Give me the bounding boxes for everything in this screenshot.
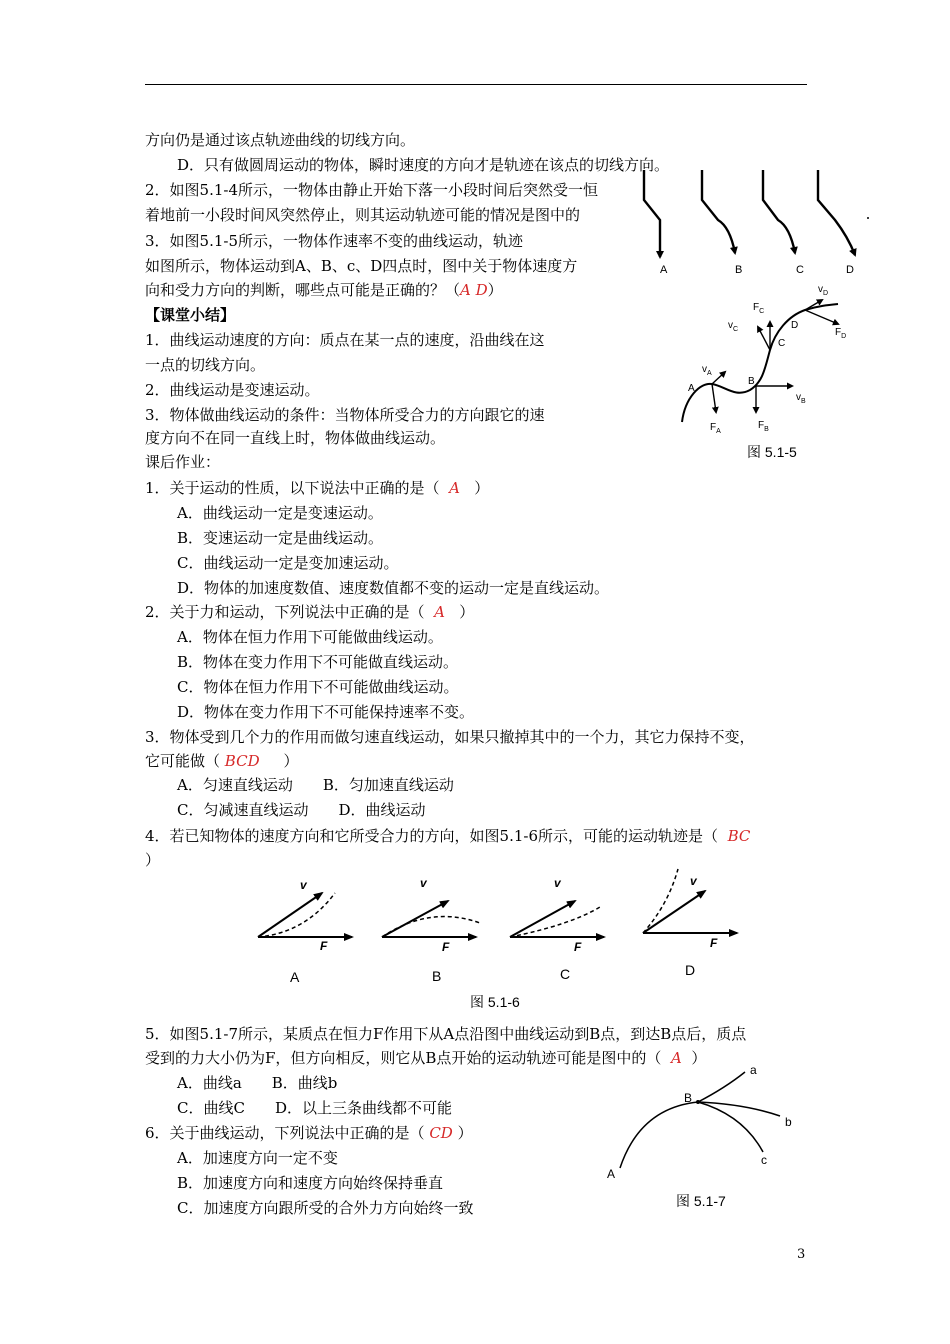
answer: A D xyxy=(460,281,488,299)
svg-text:vA xyxy=(702,364,712,377)
label-f: F xyxy=(710,936,718,950)
panel-a xyxy=(258,878,352,985)
option-c: C．曲线运动一定是变加速运动。 xyxy=(177,554,399,572)
label-f: F xyxy=(753,302,760,313)
label-v: v xyxy=(554,876,561,890)
label-sub: D xyxy=(841,333,847,340)
label-d: D xyxy=(791,320,799,331)
question-3: 3．如图5.1-5所示，一物体作速率不变的曲线运动，轨迹 xyxy=(145,232,524,250)
label-sub: C xyxy=(733,326,739,333)
label-sub: B xyxy=(801,398,806,405)
label-sub: C xyxy=(759,308,765,315)
svg-text:vC xyxy=(728,320,738,333)
q3-text: 向和受力方向的判断，哪些点可能是正确的？（ xyxy=(145,281,461,299)
figure-5-1-7 xyxy=(595,1060,805,1185)
label-sub: A xyxy=(707,370,712,377)
label-f: F xyxy=(320,939,328,953)
hw-question-6 xyxy=(145,1123,473,1143)
q-text: 1．关于运动的性质，以下说法中正确的是（ xyxy=(145,479,440,497)
answer: BCD xyxy=(224,752,260,770)
label-curve-a: a xyxy=(750,1063,757,1077)
label-sub: A xyxy=(716,428,721,435)
text-line: 方向仍是通过该点轨迹曲线的切线方向。 xyxy=(145,131,416,149)
label-v: v xyxy=(690,874,697,888)
paren: ） xyxy=(691,1049,707,1067)
panel-c xyxy=(510,876,604,982)
trajectory-d xyxy=(818,170,855,255)
label-f: F xyxy=(442,940,450,954)
paren: ） xyxy=(487,281,503,299)
label-curve-b: b xyxy=(785,1115,792,1129)
option-c: C．物体在恒力作用下不可能做曲线运动。 xyxy=(177,678,459,696)
label-v: v xyxy=(420,876,427,890)
figure-5-1-5 xyxy=(670,280,860,440)
label-b: B xyxy=(735,264,743,276)
hw-question-1 xyxy=(145,478,489,498)
question-2: 2．如图5.1-4所示，一物体由静止开始下落一小段时间后突然受一恒 xyxy=(145,181,599,199)
q-text: 6．关于曲线运动，下列说法中正确的是（ xyxy=(145,1124,425,1142)
figure-caption: 图 5.1-6 xyxy=(470,994,520,1010)
label-v: v xyxy=(796,392,801,403)
options-ab: A．曲线a B．曲线b xyxy=(177,1074,338,1092)
question-3-end xyxy=(145,280,503,300)
section-heading: 【课堂小结】 xyxy=(145,306,236,324)
option-b: B．物体在变力作用下不可能做直线运动。 xyxy=(177,653,459,671)
options-cd: C．曲线C D．以上三条曲线都不可能 xyxy=(177,1099,452,1117)
hw-question-5: 5．如图5.1-7所示，某质点在恒力F作用下从A点沿图中曲线运动到B点，到达B点后，质点 xyxy=(145,1025,747,1043)
svg-text:FA xyxy=(710,422,721,435)
svg-text:FC xyxy=(753,302,764,315)
q-text: 4．若已知物体的速度方向和它所受合力的方向，如图5.1-6所示，可能的运动轨迹是（ xyxy=(145,827,719,845)
paren: ） xyxy=(145,851,161,869)
option-a: A．物体在恒力作用下可能做曲线运动。 xyxy=(177,628,443,646)
summary-3: 3．物体做曲线运动的条件：当物体所受合力的方向跟它的速 xyxy=(145,406,545,424)
answer: CD xyxy=(429,1124,453,1142)
figure-caption: 图 5.1-5 xyxy=(747,444,797,460)
option-b: B．加速度方向和速度方向始终保持垂直 xyxy=(177,1174,444,1192)
label-a-point: A xyxy=(607,1167,616,1181)
options-ab: A．匀速直线运动 B．匀加速直线运动 xyxy=(177,776,454,794)
paren: ） xyxy=(459,603,475,621)
figure-5-1-4 xyxy=(630,165,875,285)
summary-2: 2．曲线运动是变速运动。 xyxy=(145,381,320,399)
label-f: F xyxy=(758,420,765,431)
label-a: A xyxy=(688,383,695,394)
trajectory-b xyxy=(702,170,735,253)
question-2-cont: 着地前一小段时间风突然停止，则其运动轨迹可能的情况是图中的 xyxy=(145,206,581,224)
hw-question-3-cont xyxy=(145,751,298,771)
option-a: A．曲线运动一定是变速运动。 xyxy=(177,504,383,522)
label-c: C xyxy=(560,966,571,982)
label-b: B xyxy=(432,968,442,984)
curve-b xyxy=(698,1102,780,1116)
curve-a xyxy=(698,1072,745,1102)
page-number: 3 xyxy=(797,1247,806,1262)
panel-d xyxy=(643,869,737,978)
answer: A xyxy=(670,1049,682,1067)
option-d: D．物体的加速度数值、速度数值都不变的运动一定是直线运动。 xyxy=(177,579,610,597)
label-v: v xyxy=(728,320,733,331)
question-3-cont: 如图所示，物体运动到A、B、c、D四点时，图中关于物体速度方 xyxy=(145,257,578,275)
curve-ab xyxy=(620,1102,698,1168)
answer: A xyxy=(434,603,445,621)
summary-1: 1．曲线运动速度的方向：质点在某一点的速度，沿曲线在这 xyxy=(145,331,545,349)
trajectory-c xyxy=(763,170,795,253)
homework-heading: 课后作业： xyxy=(145,453,221,471)
label-f: F xyxy=(835,327,842,338)
trajectory-a xyxy=(644,170,660,257)
label-v: v xyxy=(702,364,707,375)
label-curve-c: c xyxy=(761,1153,767,1167)
option-a: A．加速度方向一定不变 xyxy=(177,1149,338,1167)
hw-question-4 xyxy=(145,826,750,846)
summary-3-cont: 度方向不在同一直线上时，物体做曲线运动。 xyxy=(145,429,446,447)
paren: ） xyxy=(474,479,490,497)
answer: A xyxy=(449,479,460,497)
label-a: A xyxy=(660,264,668,276)
label-f: F xyxy=(710,422,717,433)
q-text: 受到的力大小仍为F，但方向相反，则它从B点开始的运动轨迹可能是图中的（ xyxy=(145,1049,662,1067)
panel-b xyxy=(382,876,480,984)
label-c: C xyxy=(778,338,786,349)
svg-text:FD xyxy=(835,327,846,340)
hw-question-2 xyxy=(145,602,474,622)
label-c: C xyxy=(796,264,804,276)
q-text: 它可能做（ xyxy=(145,752,221,770)
label-v: v xyxy=(818,284,823,295)
label-v: v xyxy=(300,878,307,892)
trajectory-curve xyxy=(682,304,838,422)
option-c: C．加速度方向跟所受的合外力方向始终一致 xyxy=(177,1199,474,1217)
answer: BC xyxy=(727,827,751,845)
curve-c xyxy=(698,1102,763,1152)
figure-5-1-6 xyxy=(250,865,740,990)
header-rule xyxy=(145,84,807,85)
figure-caption: 图 5.1-7 xyxy=(676,1193,726,1209)
hw-question-3: 3．物体受到几个力的作用而做匀速直线运动，如果只撤掉其中的一个力，其它力保持不变， xyxy=(145,728,755,746)
svg-text:vB xyxy=(796,392,806,405)
option-b: B．变速运动一定是曲线运动。 xyxy=(177,529,384,547)
label-sub: B xyxy=(764,426,769,433)
label-f: F xyxy=(574,940,582,954)
paren: ） xyxy=(457,1124,473,1142)
svg-text:FB xyxy=(758,420,769,433)
option-d: D．只有做圆周运动的物体，瞬时速度的方向才是轨迹在该点的切线方向。 xyxy=(177,156,670,174)
option-d: D．物体在变力作用下不可能保持速率不变。 xyxy=(177,703,475,721)
paren: ） xyxy=(283,752,299,770)
label-b: B xyxy=(748,376,755,387)
label-d: D xyxy=(685,962,696,978)
label-sub: D xyxy=(823,290,829,297)
label-b-point: B xyxy=(684,1091,693,1105)
label-a: A xyxy=(290,969,300,985)
options-cd: C．匀减速直线运动 D．曲线运动 xyxy=(177,801,426,819)
q-text: 2．关于力和运动，下列说法中正确的是（ xyxy=(145,603,425,621)
svg-text:vD xyxy=(818,284,828,297)
label-d: D xyxy=(846,264,854,276)
summary-1-cont: 一点的切线方向。 xyxy=(145,356,266,374)
